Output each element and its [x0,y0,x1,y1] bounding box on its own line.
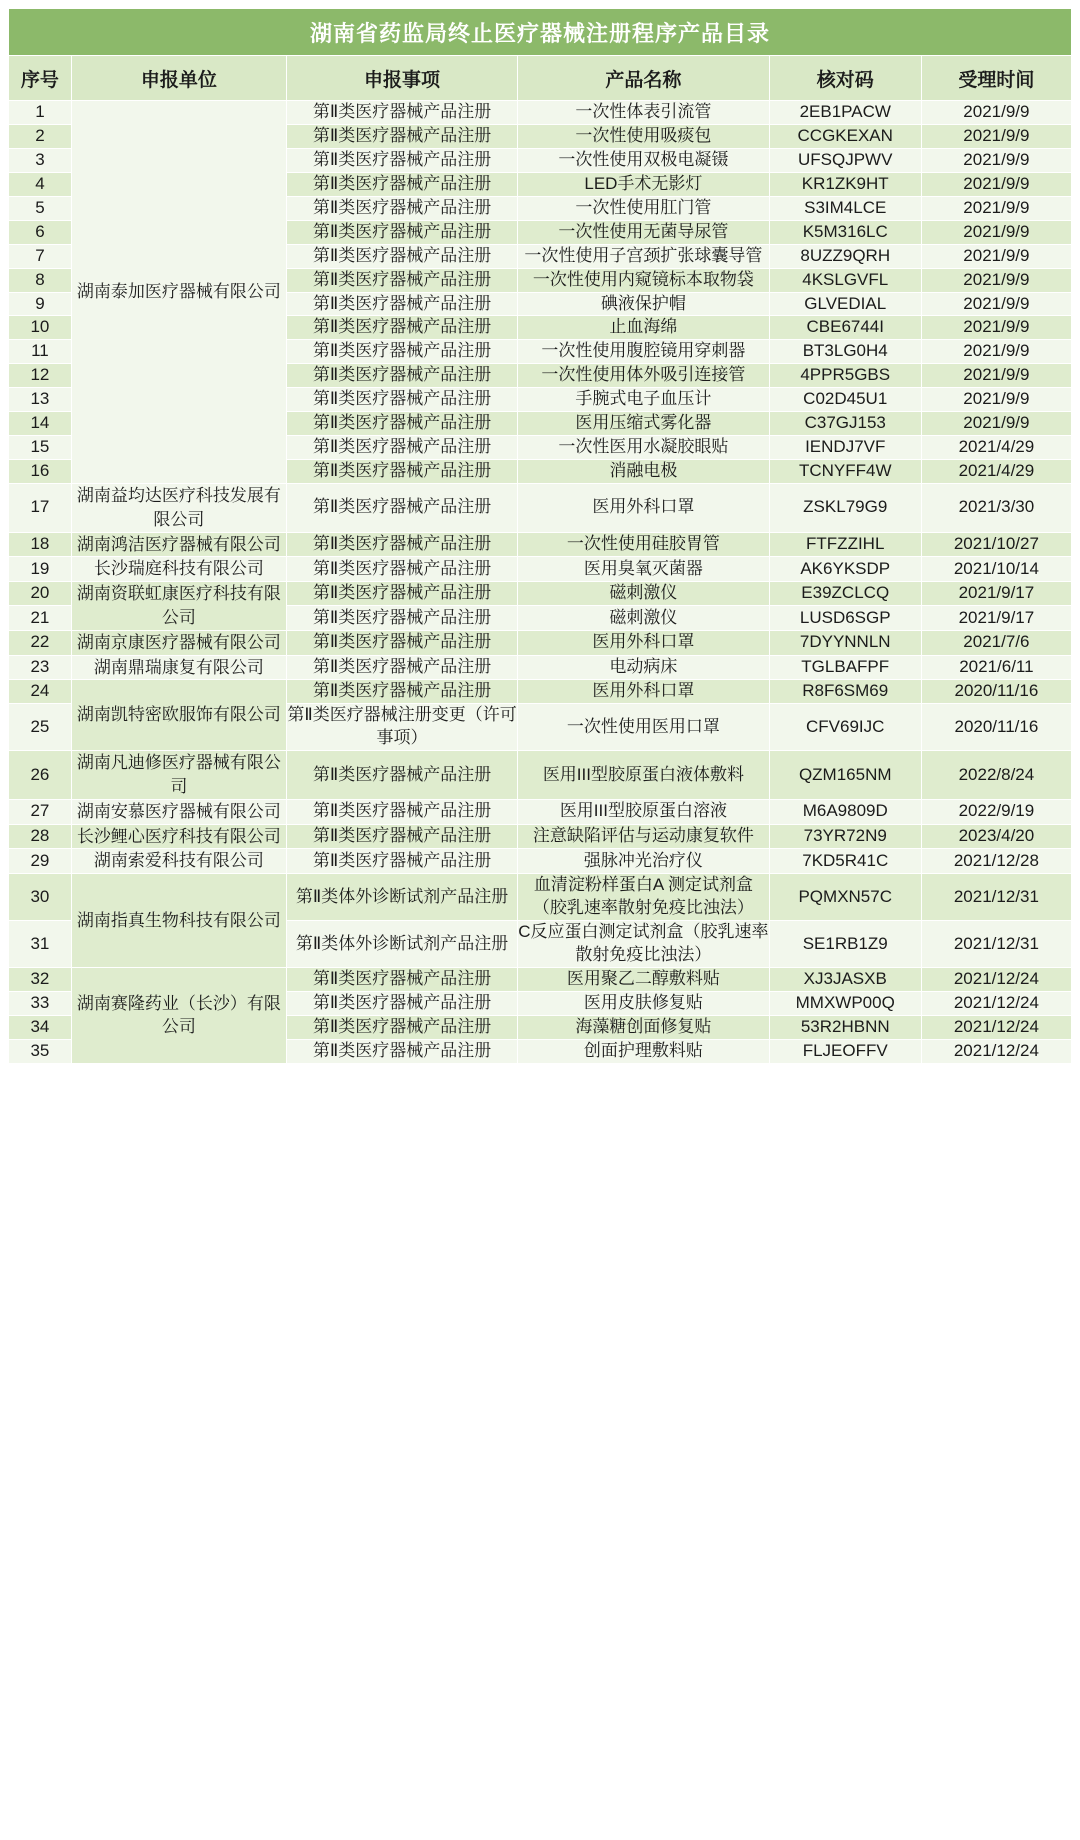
cell-date: 2022/9/19 [921,799,1071,824]
cell-no: 27 [9,799,72,824]
column-header-matter: 申报事项 [286,56,517,101]
cell-code: IENDJ7VF [769,436,921,460]
cell-code: AK6YKSDP [769,557,921,582]
cell-date: 2021/10/14 [921,557,1071,582]
cell-no: 32 [9,967,72,991]
cell-product: LED手术无影灯 [518,172,770,196]
cell-code: E39ZCLCQ [769,582,921,606]
cell-matter: 第Ⅱ类医疗器械产品注册 [286,630,517,655]
cell-date: 2023/4/20 [921,824,1071,849]
cell-no: 22 [9,630,72,655]
cell-no: 9 [9,292,72,316]
table-row [9,101,1072,125]
cell-code: MMXWP00Q [769,991,921,1015]
cell-code: GLVEDIAL [769,292,921,316]
cell-code: S3IM4LCE [769,196,921,220]
cell-code: FLJEOFFV [769,1039,921,1063]
cell-no: 11 [9,340,72,364]
cell-no: 6 [9,220,72,244]
cell-matter: 第Ⅱ类医疗器械产品注册 [286,460,517,484]
cell-date: 2021/6/11 [921,655,1071,680]
cell-no: 2 [9,124,72,148]
cell-product: 海藻糖创面修复贴 [518,1015,770,1039]
cell-product: 手腕式电子血压计 [518,388,770,412]
cell-code: ZSKL79G9 [769,484,921,533]
cell-matter: 第Ⅱ类医疗器械产品注册 [286,220,517,244]
cell-no: 35 [9,1039,72,1063]
cell-product: 磁刺激仪 [518,606,770,630]
cell-no: 24 [9,680,72,704]
cell-no: 20 [9,582,72,606]
cell-product: 一次性体表引流管 [518,101,770,125]
cell-code: FTFZZIHL [769,532,921,557]
cell-product: 一次性使用医用口罩 [518,704,770,751]
cell-product: 一次性使用吸痰包 [518,124,770,148]
cell-matter: 第Ⅱ类医疗器械产品注册 [286,824,517,849]
cell-matter: 第Ⅱ类医疗器械产品注册 [286,557,517,582]
cell-product: 一次性使用体外吸引连接管 [518,364,770,388]
cell-matter: 第Ⅱ类医疗器械产品注册 [286,849,517,874]
cell-code: K5M316LC [769,220,921,244]
cell-product: 医用外科口罩 [518,484,770,533]
cell-product: 止血海绵 [518,316,770,340]
cell-matter: 第Ⅱ类医疗器械产品注册 [286,436,517,460]
cell-matter: 第Ⅱ类医疗器械产品注册 [286,101,517,125]
cell-code: C02D45U1 [769,388,921,412]
table-row [9,630,1072,655]
cell-matter: 第Ⅱ类医疗器械产品注册 [286,196,517,220]
cell-matter: 第Ⅱ类医疗器械产品注册 [286,244,517,268]
cell-code: QZM165NM [769,751,921,800]
cell-no: 19 [9,557,72,582]
cell-unit: 长沙瑞庭科技有限公司 [71,557,286,582]
cell-matter: 第Ⅱ类医疗器械产品注册 [286,967,517,991]
cell-code: CFV69IJC [769,704,921,751]
cell-code: UFSQJPWV [769,148,921,172]
cell-product: 磁刺激仪 [518,582,770,606]
cell-no: 26 [9,751,72,800]
cell-code: 2EB1PACW [769,101,921,125]
table-row [9,967,1072,991]
cell-date: 2021/9/17 [921,606,1071,630]
cell-date: 2021/9/9 [921,101,1071,125]
cell-matter: 第Ⅱ类医疗器械产品注册 [286,751,517,800]
cell-unit: 湖南凯特密欧服饰有限公司 [71,680,286,751]
cell-matter: 第Ⅱ类医疗器械产品注册 [286,124,517,148]
cell-no: 33 [9,991,72,1015]
cell-matter: 第Ⅱ类医疗器械产品注册 [286,582,517,606]
cell-product: 一次性使用硅胶胃管 [518,532,770,557]
document-title: 湖南省药监局终止医疗器械注册程序产品目录 [9,9,1072,56]
cell-no: 3 [9,148,72,172]
column-header-date: 受理时间 [921,56,1071,101]
cell-no: 25 [9,704,72,751]
cell-unit: 湖南指真生物科技有限公司 [71,874,286,968]
cell-product: 医用III型胶原蛋白溶液 [518,799,770,824]
cell-no: 21 [9,606,72,630]
cell-matter: 第Ⅱ类医疗器械产品注册 [286,680,517,704]
cell-date: 2021/4/29 [921,436,1071,460]
cell-no: 8 [9,268,72,292]
cell-matter: 第Ⅱ类医疗器械产品注册 [286,532,517,557]
cell-code: 7KD5R41C [769,849,921,874]
cell-product: 医用聚乙二醇敷料贴 [518,967,770,991]
cell-product: 消融电极 [518,460,770,484]
cell-no: 13 [9,388,72,412]
cell-matter: 第Ⅱ类医疗器械产品注册 [286,484,517,533]
cell-code: SE1RB1Z9 [769,921,921,968]
cell-product: 一次性使用子宫颈扩张球囊导管 [518,244,770,268]
cell-code: 4KSLGVFL [769,268,921,292]
cell-unit: 湖南索爱科技有限公司 [71,849,286,874]
cell-no: 7 [9,244,72,268]
cell-no: 15 [9,436,72,460]
cell-product: 一次性使用内窥镜标本取物袋 [518,268,770,292]
cell-product: 一次性医用水凝胶眼贴 [518,436,770,460]
table-row [9,799,1072,824]
cell-code: 7DYYNNLN [769,630,921,655]
cell-product: 碘液保护帽 [518,292,770,316]
cell-unit: 湖南赛隆药业（长沙）有限公司 [71,967,286,1063]
cell-matter: 第Ⅱ类医疗器械注册变更（许可事项） [286,704,517,751]
cell-no: 34 [9,1015,72,1039]
cell-product: 医用外科口罩 [518,630,770,655]
cell-no: 4 [9,172,72,196]
cell-date: 2021/10/27 [921,532,1071,557]
cell-matter: 第Ⅱ类医疗器械产品注册 [286,655,517,680]
cell-code: M6A9809D [769,799,921,824]
cell-unit: 湖南益均达医疗科技发展有限公司 [71,484,286,533]
cell-no: 28 [9,824,72,849]
cell-product: 注意缺陷评估与运动康复软件 [518,824,770,849]
cell-product: 医用臭氧灭菌器 [518,557,770,582]
table-row [9,824,1072,849]
cell-matter: 第Ⅱ类医疗器械产品注册 [286,172,517,196]
cell-unit: 湖南资联虹康医疗科技有限公司 [71,582,286,631]
cell-code: 8UZZ9QRH [769,244,921,268]
cell-no: 23 [9,655,72,680]
cell-matter: 第Ⅱ类医疗器械产品注册 [286,292,517,316]
cell-code: KR1ZK9HT [769,172,921,196]
cell-matter: 第Ⅱ类医疗器械产品注册 [286,412,517,436]
cell-matter: 第Ⅱ类医疗器械产品注册 [286,148,517,172]
cell-date: 2021/9/9 [921,148,1071,172]
cell-product: 强脉冲光治疗仪 [518,849,770,874]
cell-matter: 第Ⅱ类体外诊断试剂产品注册 [286,874,517,921]
cell-date: 2021/12/31 [921,921,1071,968]
cell-no: 29 [9,849,72,874]
cell-date: 2021/9/9 [921,172,1071,196]
cell-no: 1 [9,101,72,125]
cell-date: 2021/9/9 [921,388,1071,412]
cell-date: 2021/9/9 [921,316,1071,340]
cell-date: 2021/12/31 [921,874,1071,921]
column-header-product: 产品名称 [518,56,770,101]
cell-no: 5 [9,196,72,220]
cell-date: 2021/9/17 [921,582,1071,606]
cell-date: 2021/12/24 [921,967,1071,991]
title-row [9,9,1072,56]
cell-code: BT3LG0H4 [769,340,921,364]
cell-no: 12 [9,364,72,388]
cell-date: 2020/11/16 [921,680,1071,704]
table-row [9,655,1072,680]
table-row [9,874,1072,921]
cell-date: 2021/9/9 [921,340,1071,364]
cell-product: 医用外科口罩 [518,680,770,704]
table-header [9,9,1072,101]
cell-unit: 湖南安慕医疗器械有限公司 [71,799,286,824]
cell-matter: 第Ⅱ类医疗器械产品注册 [286,1039,517,1063]
cell-matter: 第Ⅱ类医疗器械产品注册 [286,340,517,364]
cell-code: TCNYFF4W [769,460,921,484]
cell-product: 医用压缩式雾化器 [518,412,770,436]
cell-code: PQMXN57C [769,874,921,921]
cell-date: 2021/4/29 [921,460,1071,484]
cell-no: 31 [9,921,72,968]
cell-date: 2021/9/9 [921,268,1071,292]
cell-date: 2021/12/24 [921,1039,1071,1063]
cell-product: 一次性使用双极电凝镊 [518,148,770,172]
cell-no: 16 [9,460,72,484]
cell-date: 2021/9/9 [921,124,1071,148]
cell-matter: 第Ⅱ类医疗器械产品注册 [286,316,517,340]
cell-matter: 第Ⅱ类医疗器械产品注册 [286,388,517,412]
cell-unit: 湖南凡迪修医疗器械有限公司 [71,751,286,800]
cell-date: 2021/9/9 [921,196,1071,220]
cell-code: C37GJ153 [769,412,921,436]
cell-code: R8F6SM69 [769,680,921,704]
cell-product: 医用皮肤修复贴 [518,991,770,1015]
cell-date: 2022/8/24 [921,751,1071,800]
cell-product: 一次性使用肛门管 [518,196,770,220]
cell-date: 2021/7/6 [921,630,1071,655]
cell-code: LUSD6SGP [769,606,921,630]
cell-product: 一次性使用无菌导尿管 [518,220,770,244]
table-row [9,484,1072,533]
cell-date: 2021/9/9 [921,412,1071,436]
cell-date: 2021/12/24 [921,1015,1071,1039]
cell-no: 18 [9,532,72,557]
column-header-unit: 申报单位 [71,56,286,101]
table-row [9,532,1072,557]
cell-matter: 第Ⅱ类医疗器械产品注册 [286,991,517,1015]
cell-product: C反应蛋白测定试剂盒（胶乳速率散射免疫比浊法） [518,921,770,968]
cell-code: TGLBAFPF [769,655,921,680]
table-row [9,751,1072,800]
cell-matter: 第Ⅱ类医疗器械产品注册 [286,268,517,292]
cell-code: 73YR72N9 [769,824,921,849]
cell-code: CBE6744I [769,316,921,340]
cell-no: 14 [9,412,72,436]
cell-product: 医用III型胶原蛋白液体敷料 [518,751,770,800]
cell-product: 电动病床 [518,655,770,680]
cell-unit: 湖南鸿洁医疗器械有限公司 [71,532,286,557]
cell-product: 血清淀粉样蛋白A 测定试剂盒（胶乳速率散射免疫比浊法） [518,874,770,921]
registration-catalog-table [8,8,1072,1064]
cell-code: 4PPR5GBS [769,364,921,388]
table-row [9,680,1072,704]
cell-code: XJ3JASXB [769,967,921,991]
cell-matter: 第Ⅱ类体外诊断试剂产品注册 [286,921,517,968]
cell-date: 2021/12/28 [921,849,1071,874]
cell-matter: 第Ⅱ类医疗器械产品注册 [286,364,517,388]
cell-date: 2021/9/9 [921,364,1071,388]
table-row [9,557,1072,582]
cell-no: 17 [9,484,72,533]
cell-date: 2021/3/30 [921,484,1071,533]
cell-no: 30 [9,874,72,921]
cell-code: 53R2HBNN [769,1015,921,1039]
column-header-row [9,56,1072,101]
cell-date: 2021/9/9 [921,292,1071,316]
cell-date: 2021/9/9 [921,220,1071,244]
cell-unit: 湖南泰加医疗器械有限公司 [71,101,286,484]
table-row [9,582,1072,606]
cell-matter: 第Ⅱ类医疗器械产品注册 [286,606,517,630]
column-header-no: 序号 [9,56,72,101]
cell-date: 2021/12/24 [921,991,1071,1015]
cell-code: CCGKEXAN [769,124,921,148]
cell-unit: 长沙鲤心医疗科技有限公司 [71,824,286,849]
cell-product: 创面护理敷料贴 [518,1039,770,1063]
column-header-code: 核对码 [769,56,921,101]
table-row [9,849,1072,874]
table-body [9,101,1072,1064]
cell-date: 2020/11/16 [921,704,1071,751]
cell-matter: 第Ⅱ类医疗器械产品注册 [286,1015,517,1039]
cell-no: 10 [9,316,72,340]
cell-matter: 第Ⅱ类医疗器械产品注册 [286,799,517,824]
cell-date: 2021/9/9 [921,244,1071,268]
cell-unit: 湖南鼎瑞康复有限公司 [71,655,286,680]
cell-unit: 湖南京康医疗器械有限公司 [71,630,286,655]
cell-product: 一次性使用腹腔镜用穿刺器 [518,340,770,364]
